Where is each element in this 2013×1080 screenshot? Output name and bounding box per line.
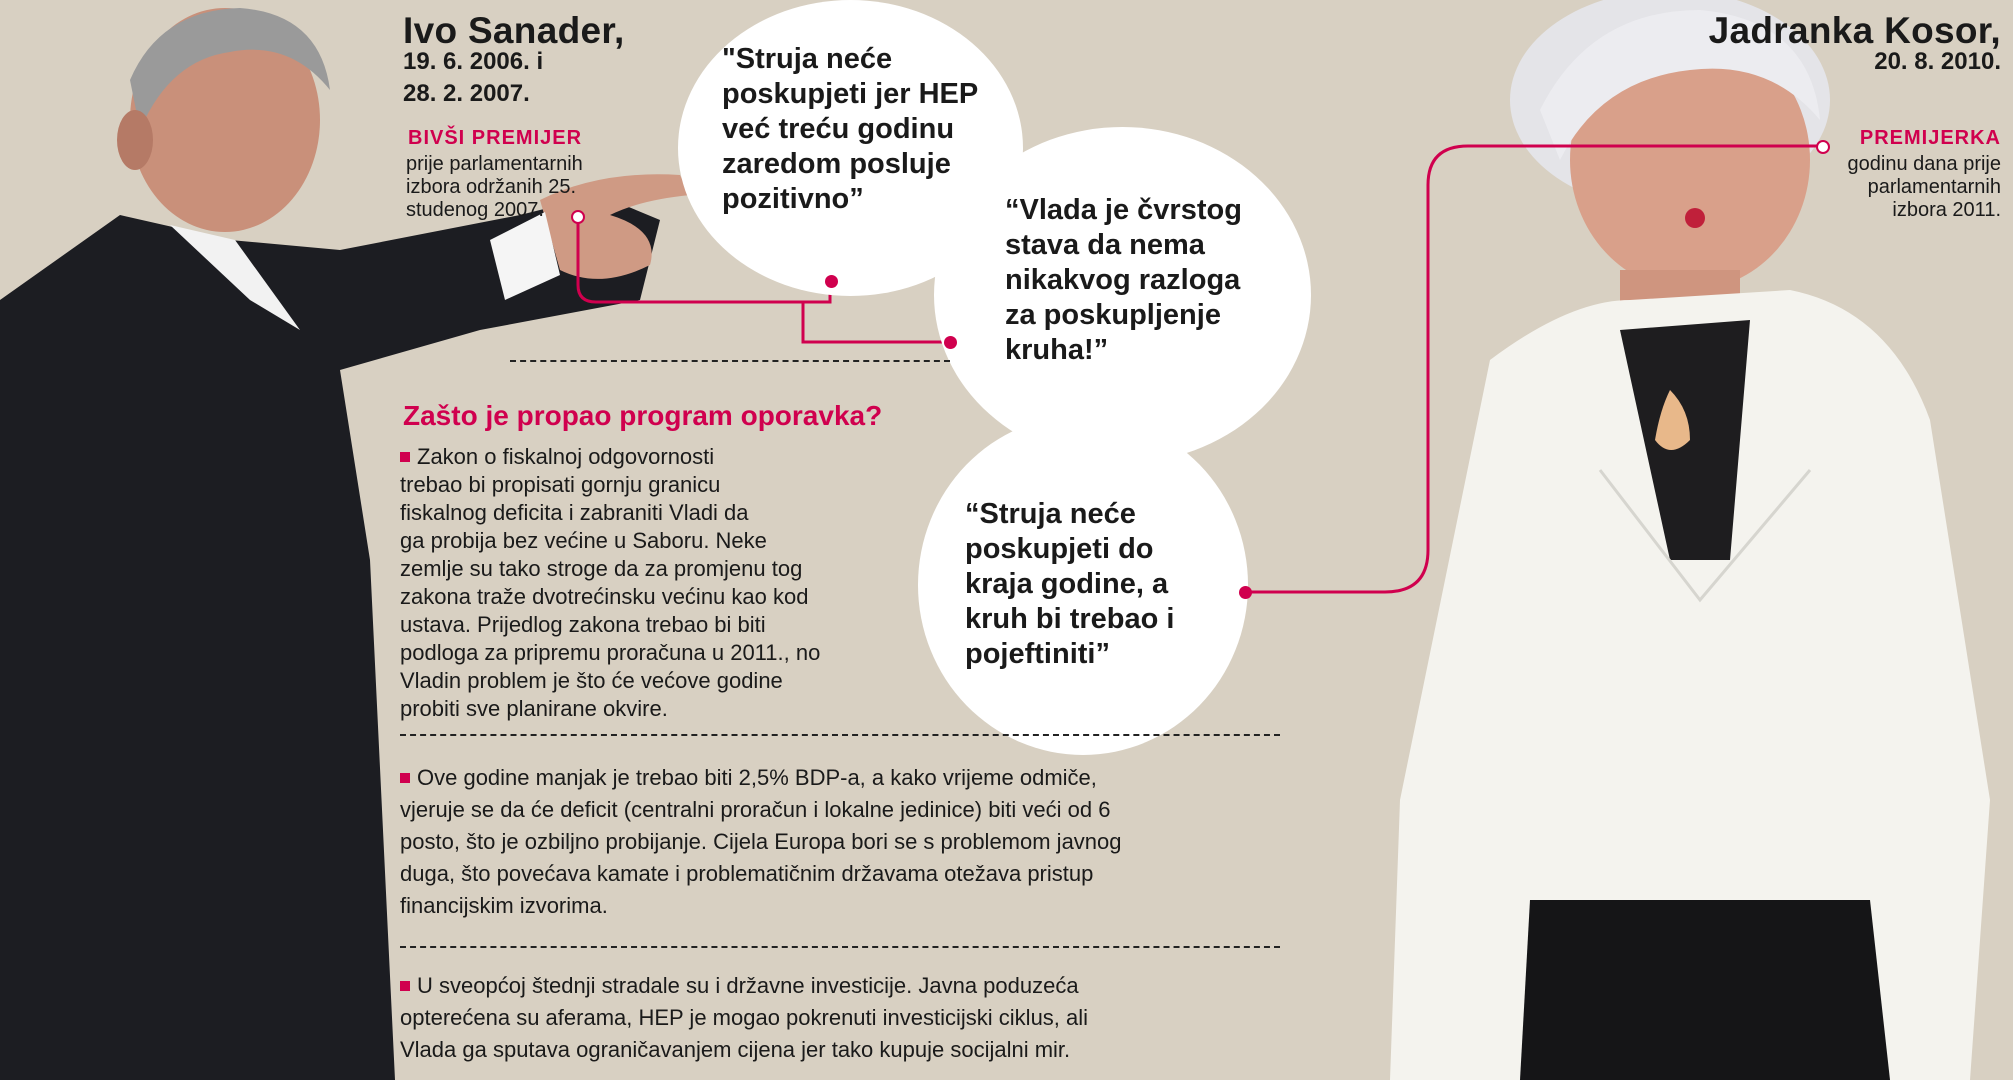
p2-line: posto, što je ozbiljno probijanje. Cijela Europa bori se s problemom javnog [400,829,1122,854]
kosor-note-line-2: parlamentarnih [1867,176,2001,198]
bullet-icon [400,981,410,991]
sanader-note-line-3: studenog 2007. [406,199,544,221]
quote-1-line: već treću godinu [722,113,955,145]
article-heading: Zašto je propao program oporavka? [403,400,883,431]
p1-line: podloga za pripremu proračuna u 2011., no [400,640,821,665]
p1-line: trebao bi propisati gornju granicu [400,472,721,497]
bullet-icon [400,452,410,462]
quote-3 [965,497,1174,672]
kosor-note-line-3: izbora 2011. [1892,199,2001,221]
quote-1 [722,42,978,217]
bullet-icon [400,773,410,783]
sanader-connector-ring [571,210,585,224]
article-paragraph-2 [400,762,1300,922]
p2-line: financijskim izvorima. [400,893,608,918]
article-paragraph-3 [400,970,1300,1066]
quote-1-line: "Struja neće [722,43,893,75]
kosor-name: Jadranka Kosor, [1708,10,2001,51]
divider-middle-2 [400,946,1280,948]
quote-2-line: kruha!” [1005,334,1109,366]
sanader-note-line-1: prije parlamentarnih [406,153,583,175]
p2-line: Ove godine manjak je trebao biti 2,5% BDP-a, a kako vrijeme odmiče, [417,765,1097,790]
divider-middle-1 [400,734,1280,736]
sanader-note-line-2: izbora održanih 25. [406,176,577,198]
quote-2-line: stava da nema [1005,229,1205,261]
quote-3-dot [1239,586,1252,599]
quote-1-line: zaredom posluje [722,148,951,180]
article-paragraph-1 [400,443,920,723]
p1-line: Zakon o fiskalnoj odgovornosti [417,444,715,469]
quote-1-dot [825,275,838,288]
p2-line: vjeruje se da će deficit (centralni proračun i lokalne jedinice) biti veći od 6 [400,797,1111,822]
p2-line: duga, što povećava kamate i problematičnim državama otežava pristup [400,861,1094,886]
p1-line: fiskalnog deficita i zabraniti Vladi da [400,500,749,525]
sanader-date-2: 28. 2. 2007. [403,80,530,107]
quote-2-line: nikakvog razloga [1005,264,1241,296]
kosor-connector-ring [1816,140,1830,154]
p1-line: zemlje su tako stroge da za promjenu tog [400,556,803,581]
p3-line: opterećena su aferama, HEP je mogao pokrenuti investicijski ciklus, ali [400,1005,1089,1030]
quote-1-line: pozitivno” [722,183,864,215]
p1-line: Vladin problem je što će većove godine [400,668,783,693]
divider-top [510,360,950,362]
kosor-role: PREMIJERKA [1859,127,2001,149]
quote-2-dot [944,336,957,349]
p3-line: U sveopćoj štednji stradale su i državne investicije. Javna poduzeća [417,973,1079,998]
p1-line: ustava. Prijedlog zakona trebao bi biti [400,612,766,637]
quote-3-line: kruh bi trebao i [965,603,1175,635]
quote-3-line: kraja godine, a [965,568,1169,600]
sanader-name: Ivo Sanader, [403,10,625,51]
quote-3-line: poskupjeti do [965,533,1154,565]
p3-line: Vlada ga sputava ograničavanjem cijena jer tako kupuje socijalni mir. [400,1037,1071,1062]
quote-2-line: za poskupljenje [1005,299,1221,331]
sanader-date-1: 19. 6. 2006. i [403,48,544,75]
sanader-role: BIVŠI PREMIJER [408,127,583,149]
p1-line: probiti sve planirane okvire. [400,696,668,721]
quote-2 [1005,193,1242,368]
quote-1-line: poskupjeti jer HEP [722,78,979,110]
p1-line: ga probija bez većine u Saboru. Neke [400,528,767,553]
kosor-note-line-1: godinu dana prije [1847,153,2001,175]
p1-line: zakona traže dvotrećinsku većinu kao kod [400,584,809,609]
quote-2-line: “Vlada je čvrstog [1005,194,1242,226]
quote-3-line: “Struja neće [965,498,1136,530]
kosor-date: 20. 8. 2010. [1874,48,2001,75]
quote-3-line: pojeftiniti” [965,638,1110,670]
